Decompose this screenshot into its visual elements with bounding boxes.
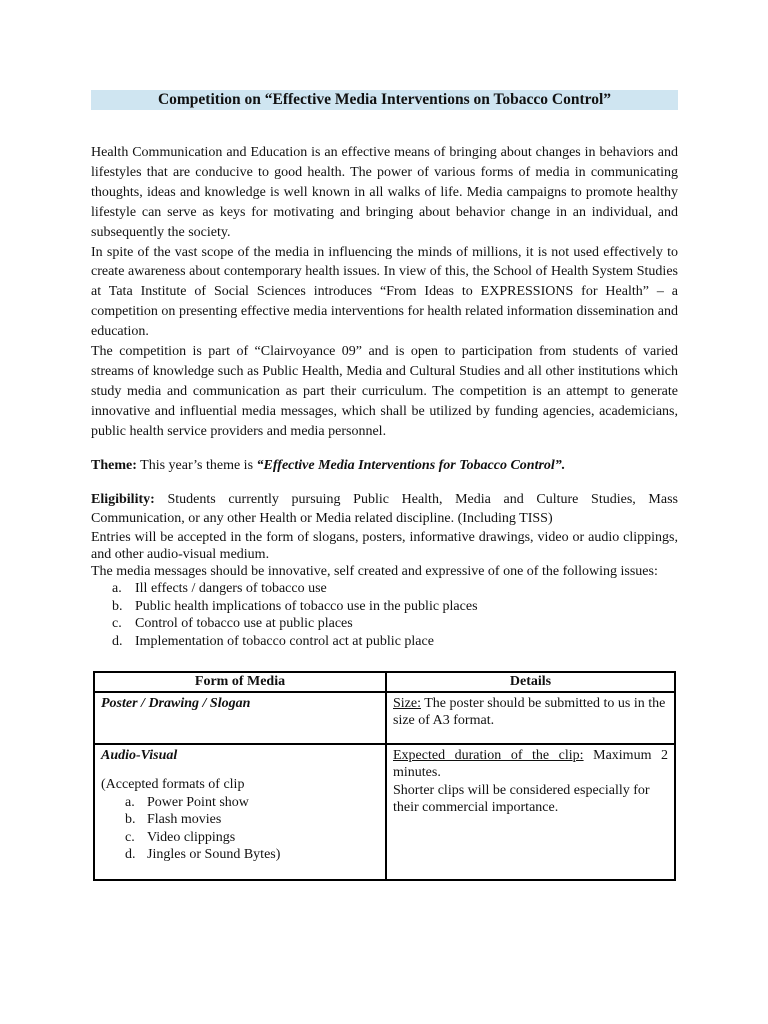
theme-text: This year’s theme is (136, 457, 257, 473)
table-header-row (94, 672, 675, 692)
list-item: c. Control of tobacco use at public places (112, 616, 353, 632)
intro-paragraph-3: The competition is part of “Clairvoyance 09” and is open to participation from students of varied streams of knowledge such as Public Health, Media and Cultural Studies and all other institutions which study media and communication as part their curriculum. The competition is an attempt to generate innovative and influential media messages, which shall be utilized by funding agencies, academicians, public health service providers and media personnel. (91, 344, 678, 439)
cell-details-audio-visual: Expected duration of the clip: Maximum 2 minutes. Shorter clips will be considered especially for their commercial importance. (386, 744, 675, 880)
list-item: d. Jingles or Sound Bytes) (125, 847, 281, 863)
theme-value: “Effective Media Interventions for Tobacco Control”. (256, 457, 566, 473)
document-page (91, 90, 678, 881)
entries-paragraph: Entries will be accepted in the form of slogans, posters, informative drawings, video or audio clippings, and other audio-visual medium. (91, 530, 678, 563)
media-table (93, 671, 676, 881)
list-item: d. Implementation of tobacco control act at public place (112, 633, 434, 649)
intro-paragraph-1: Health Communication and Education is an effective means of bringing about changes in behaviors and lifestyles that are conducive to good health. The power of various forms of media in communicating thoughts, ideas and knowledge is well known in all walks of life. Media campaigns to promote healthy lifestyle can serve as keys for motivating and bringing about behavior change in an individual, and subsequently the society. (91, 145, 678, 240)
eligibility-text: Students currently pursuing Public Health, Media and Culture Studies, Mass Communication, or any other Health or Media related discipline. (Including TISS) (91, 491, 678, 527)
messages-paragraph: The media messages should be innovative, self created and expressive of one of the following issues: (91, 564, 658, 580)
cell-media-audio-visual: Audio-Visual (Accepted formats of clip a. Power Point show b. Flash movies c. Video clippings d. Jingles or Sound Bytes) (94, 744, 386, 880)
list-item: a. Power Point show (125, 794, 249, 810)
eligibility-label: Eligibility: (91, 491, 155, 507)
cell-details-poster: Size: The poster should be submitted to us in the size of A3 format. (386, 692, 675, 744)
intro-paragraph-2: In spite of the vast scope of the media in influencing the minds of millions, it is not used effectively to create awareness about contemporary health issues. In view of this, the School of Health System Studies at Tata Institute of Social Sciences introduces “From Ideas to EXPRESSIONS for Health” – a competition on presenting effective media interventions for health related information dissemination and education. (91, 244, 678, 340)
theme-line (91, 456, 678, 476)
document-title: Competition on “Effective Media Interventions on Tobacco Control” (91, 90, 678, 110)
table-row (94, 744, 675, 880)
list-item: b. Public health implications of tobacco use in the public places (112, 598, 478, 614)
cell-media-poster: Poster / Drawing / Slogan (94, 692, 386, 744)
list-item: c. Video clippings (125, 829, 236, 845)
header-form-of-media: Form of Media (94, 672, 386, 692)
list-item: a. Ill effects / dangers of tobacco use (112, 581, 327, 597)
eligibility-paragraph (91, 490, 678, 530)
table-row (94, 692, 675, 744)
header-details: Details (386, 672, 675, 692)
formats-list (101, 794, 379, 864)
theme-label: Theme: (91, 457, 137, 473)
list-item: b. Flash movies (125, 812, 222, 828)
issues-list (91, 580, 678, 650)
